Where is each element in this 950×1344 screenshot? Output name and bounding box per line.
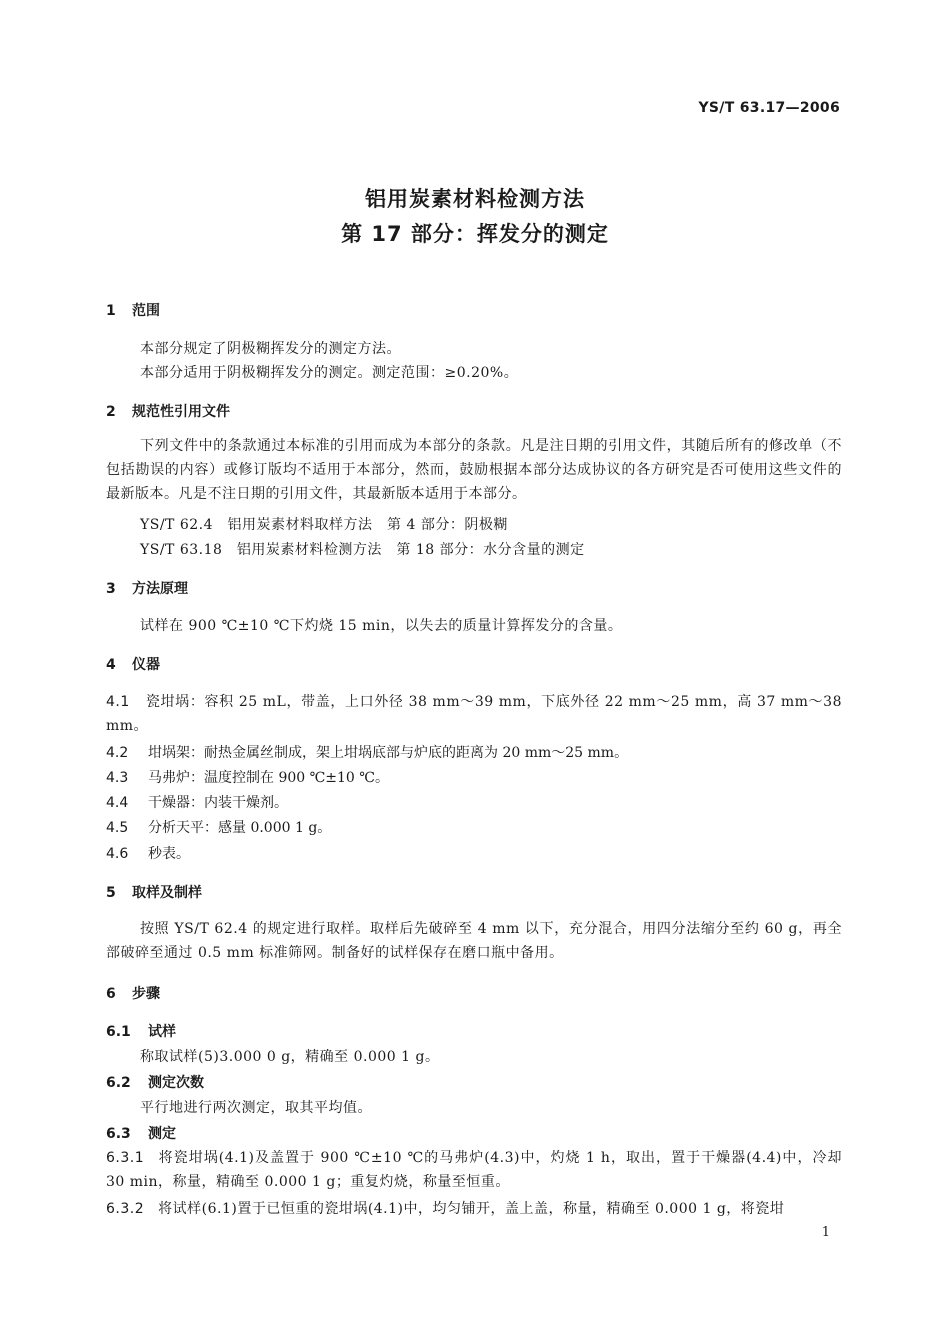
paragraph: 平行地进行两次测定，取其平均值。: [140, 1100, 372, 1116]
normative-reference: YS/T 62.4 铝用炭素材料取样方法 第 4 部分：阴极糊: [140, 517, 508, 533]
apparatus-item: [106, 817, 331, 837]
procedure-step: [106, 1146, 842, 1194]
subsection-title: 试样: [148, 1024, 176, 1040]
normative-reference: YS/T 63.18 铝用炭素材料检测方法 第 18 部分：水分含量的测定: [140, 542, 585, 558]
item-number: 4.2: [106, 745, 129, 761]
step-text: 将试样(6.1)置于已恒重的瓷坩埚(4.1)中，均匀铺开，盖上盖，称量，精确至 0.000 1 g，将瓷坩: [158, 1201, 785, 1217]
subsection-number: 6.2: [106, 1075, 131, 1091]
section-title: 方法原理: [132, 581, 188, 597]
subsection-6-1-heading: [106, 1021, 176, 1041]
section-number: 6: [106, 986, 116, 1002]
apparatus-item: [106, 843, 190, 863]
section-5-heading: [106, 882, 202, 902]
section-title: 范围: [132, 303, 160, 319]
page-number: 1: [821, 1225, 830, 1240]
section-number: 4: [106, 657, 116, 673]
step-number: 6.3.1: [106, 1150, 145, 1166]
section-title: 仪器: [132, 657, 160, 673]
subsection-number: 6.1: [106, 1024, 131, 1040]
item-text: 分析天平：感量 0.000 1 g。: [148, 820, 332, 836]
apparatus-item: [106, 767, 389, 787]
item-text: 干燥器：内装干燥剂。: [148, 795, 288, 811]
item-text: 马弗炉：温度控制在 900 ℃±10 ℃。: [148, 770, 389, 786]
section-title: 规范性引用文件: [132, 404, 230, 420]
section-1-heading: [106, 300, 160, 320]
apparatus-item: [106, 792, 288, 812]
apparatus-item: [106, 742, 628, 762]
section-title: 取样及制样: [132, 885, 202, 901]
document-title: 铝用炭素材料检测方法: [365, 187, 585, 211]
section-number: 3: [106, 581, 116, 597]
paragraph: 按照 YS/T 62.4 的规定进行取样。取样后先破碎至 4 mm 以下，充分混合，用四分法缩分至约 60 g，再全部破碎至通过 0.5 mm 标准筛网。制备好的试样保存在磨口瓶中备用。: [106, 921, 842, 961]
section-number: 2: [106, 404, 116, 420]
subsection-title: 测定次数: [148, 1075, 204, 1091]
subsection-6-2-heading: [106, 1072, 204, 1092]
item-number: 4.3: [106, 770, 129, 786]
step-text: 将瓷坩埚(4.1)及盖置于 900 ℃±10 ℃的马弗炉(4.3)中，灼烧 1 h，取出，置于干燥器(4.4)中，冷却 30 min，称量，精确至 0.000 1 g；重复灼烧，称量至恒重。: [106, 1150, 842, 1190]
procedure-step: [106, 1198, 784, 1218]
section-3-heading: [106, 578, 188, 598]
item-text: 坩埚架：耐热金属丝制成，架上坩埚底部与炉底的距离为 20 mm～25 mm。: [148, 745, 629, 761]
section-title: 步骤: [132, 986, 160, 1002]
paragraph: 试样在 900 ℃±10 ℃下灼烧 15 min，以失去的质量计算挥发分的含量。: [140, 618, 623, 634]
subsection-6-3-heading: [106, 1123, 176, 1143]
subsection-number: 6.3: [106, 1126, 131, 1142]
item-text: 瓷坩埚：容积 25 mL，带盖，上口外径 38 mm～39 mm，下底外径 22 mm～25 mm，高 37 mm～38 mm。: [106, 694, 842, 734]
paragraph: 本部分规定了阴极糊挥发分的测定方法。: [140, 341, 401, 357]
section-2-heading: [106, 401, 230, 421]
section-4-heading: [106, 654, 160, 674]
document-subtitle: 第 17 部分：挥发分的测定: [341, 222, 609, 246]
paragraph: 本部分适用于阴极糊挥发分的测定。测定范围：≥0.20%。: [140, 365, 519, 381]
subsection-title: 测定: [148, 1126, 176, 1142]
section-number: 1: [106, 303, 116, 319]
item-number: 4.4: [106, 795, 129, 811]
item-number: 4.6: [106, 846, 129, 862]
item-number: 4.5: [106, 820, 129, 836]
apparatus-item: [106, 690, 842, 738]
section-number: 5: [106, 885, 116, 901]
paragraph: 称取试样(5)3.000 0 g，精确至 0.000 1 g。: [140, 1049, 440, 1065]
standard-number: YS/T 63.17—2006: [698, 100, 840, 116]
paragraph: 下列文件中的条款通过本标准的引用而成为本部分的条款。凡是注日期的引用文件，其随后所有的修改单（不包括勘误的内容）或修订版均不适用于本部分，然而，鼓励根据本部分达成协议的各方研究是否可使用这些文件的最新版本。凡是不注日期的引用文件，其最新版本适用于本部分。: [106, 438, 842, 502]
section-6-heading: [106, 983, 160, 1003]
item-number: 4.1: [106, 694, 130, 710]
item-text: 秒表。: [148, 846, 190, 862]
step-number: 6.3.2: [106, 1201, 145, 1217]
